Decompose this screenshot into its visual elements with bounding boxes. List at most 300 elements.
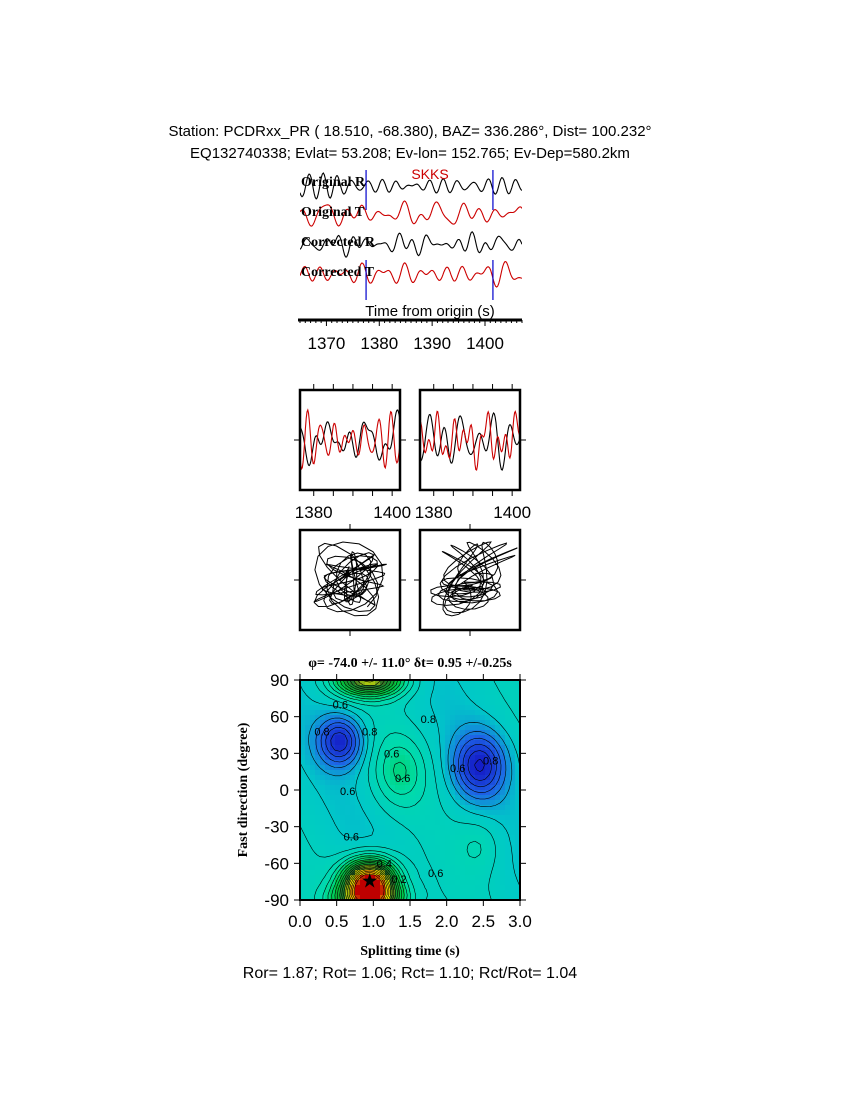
energy-cell: [510, 775, 516, 781]
energy-cell: [370, 760, 376, 766]
energy-cell: [470, 705, 476, 711]
grid-x-tick-label: 1.0: [361, 912, 386, 931]
energy-cell: [495, 805, 501, 811]
energy-cell: [470, 685, 476, 691]
energy-cell: [425, 830, 431, 836]
energy-cell: [420, 855, 426, 861]
energy-cell: [410, 855, 416, 861]
energy-cell: [360, 845, 366, 851]
energy-cell: [400, 735, 406, 741]
energy-cell: [390, 825, 396, 831]
energy-cell: [400, 705, 406, 711]
energy-cell: [450, 720, 456, 726]
energy-cell: [325, 705, 331, 711]
energy-cell: [440, 835, 446, 841]
energy-cell: [320, 720, 326, 726]
energy-cell: [455, 825, 461, 831]
energy-cell: [445, 800, 451, 806]
energy-cell: [310, 695, 316, 701]
contour-label: 0.8: [483, 755, 499, 768]
energy-cell: [440, 745, 446, 751]
energy-cell: [320, 715, 326, 721]
energy-cell: [325, 855, 331, 861]
energy-cell: [400, 720, 406, 726]
energy-cell: [510, 720, 516, 726]
energy-cell: [335, 840, 341, 846]
energy-cell: [480, 725, 486, 731]
energy-cell: [510, 735, 516, 741]
energy-cell: [330, 820, 336, 826]
energy-cell: [430, 785, 436, 791]
energy-cell: [380, 770, 386, 776]
energy-cell: [480, 695, 486, 701]
energy-cell: [505, 805, 511, 811]
energy-cell: [470, 775, 476, 781]
event-header: EQ132740338; Evlat= 53.208; Ev-lon= 152.765; Ev-Dep=580.2km: [190, 145, 630, 162]
energy-cell: [490, 720, 496, 726]
energy-cell: [315, 865, 321, 871]
energy-cell: [505, 685, 511, 691]
energy-cell: [440, 855, 446, 861]
energy-cell: [430, 765, 436, 771]
energy-cell: [500, 705, 506, 711]
energy-cell: [435, 815, 441, 821]
energy-cell: [375, 775, 381, 781]
energy-cell: [440, 880, 446, 886]
energy-cell: [345, 810, 351, 816]
energy-cell: [330, 790, 336, 796]
energy-cell: [480, 780, 486, 786]
energy-cell: [500, 730, 506, 736]
energy-cell: [445, 720, 451, 726]
energy-cell: [465, 890, 471, 896]
energy-cell: [320, 845, 326, 851]
energy-cell: [345, 820, 351, 826]
energy-cell: [395, 715, 401, 721]
energy-cell: [425, 885, 431, 891]
energy-cell: [420, 865, 426, 871]
energy-cell: [500, 865, 506, 871]
energy-cell: [465, 870, 471, 876]
energy-cell: [380, 780, 386, 786]
contour-label: 0.6: [395, 772, 411, 785]
energy-cell: [375, 750, 381, 756]
energy-cell: [495, 860, 501, 866]
energy-cell: [450, 710, 456, 716]
energy-cell: [425, 735, 431, 741]
energy-cell: [375, 830, 381, 836]
energy-cell: [425, 685, 431, 691]
energy-cell: [450, 890, 456, 896]
energy-cell: [410, 740, 416, 746]
energy-cell: [315, 810, 321, 816]
station-header: Station: PCDRxx_PR ( 18.510, -68.380), BAZ= 336.286°, Dist= 100.232°: [168, 123, 652, 140]
energy-cell: [490, 875, 496, 881]
energy-cell: [385, 770, 391, 776]
window-x-tick-label: 1380: [294, 503, 333, 522]
energy-cell: [340, 780, 346, 786]
energy-cell: [450, 815, 456, 821]
trace-label-original-r: Original R: [301, 175, 366, 190]
energy-cell: [415, 815, 421, 821]
energy-cell: [430, 755, 436, 761]
energy-cell: [415, 830, 421, 836]
energy-cell: [360, 775, 366, 781]
energy-cell: [405, 850, 411, 856]
energy-cell: [510, 835, 516, 841]
energy-cell: [370, 695, 376, 701]
energy-cell: [315, 705, 321, 711]
energy-cell: [425, 705, 431, 711]
energy-cell: [305, 880, 311, 886]
energy-cell: [410, 700, 416, 706]
energy-cell: [510, 730, 516, 736]
energy-cell: [330, 795, 336, 801]
energy-cell: [315, 875, 321, 881]
energy-cell: [465, 795, 471, 801]
energy-cell: [455, 815, 461, 821]
energy-cell: [305, 715, 311, 721]
energy-cell: [305, 825, 311, 831]
energy-cell: [385, 775, 391, 781]
energy-cell: [340, 825, 346, 831]
grid-x-tick-label: 3.0: [508, 912, 532, 931]
energy-cell: [375, 825, 381, 831]
energy-cell: [485, 805, 491, 811]
energy-cell: [405, 760, 411, 766]
energy-cell: [420, 685, 426, 691]
grid-x-tick-label: 2.5: [471, 912, 496, 931]
energy-cell: [325, 825, 331, 831]
energy-cell: [475, 815, 481, 821]
energy-cell: [465, 735, 471, 741]
energy-cell: [440, 850, 446, 856]
energy-cell: [340, 805, 346, 811]
energy-cell: [315, 835, 321, 841]
energy-cell: [335, 755, 341, 761]
energy-cell: [375, 845, 381, 851]
energy-cell: [440, 830, 446, 836]
energy-cell: [505, 735, 511, 741]
energy-cell: [510, 885, 516, 891]
energy-cell: [400, 825, 406, 831]
traces-x-tick-label: 1400: [466, 334, 504, 353]
energy-cell: [505, 890, 511, 896]
energy-cell: [430, 820, 436, 826]
energy-cell: [330, 780, 336, 786]
energy-cell: [380, 720, 386, 726]
energy-cell: [485, 720, 491, 726]
energy-cell: [310, 765, 316, 771]
energy-cell: [395, 720, 401, 726]
energy-cell: [380, 840, 386, 846]
energy-cell: [340, 740, 346, 746]
energy-cell: [320, 760, 326, 766]
energy-cell: [415, 820, 421, 826]
energy-cell: [465, 790, 471, 796]
energy-cell: [310, 720, 316, 726]
energy-cell: [435, 765, 441, 771]
energy-cell: [305, 725, 311, 731]
energy-cell: [440, 790, 446, 796]
energy-cell: [395, 830, 401, 836]
energy-cell: [340, 890, 346, 896]
energy-cell: [385, 830, 391, 836]
energy-cell: [400, 835, 406, 841]
energy-cell: [450, 700, 456, 706]
contour-label: 0.4: [376, 858, 392, 871]
energy-cell: [385, 825, 391, 831]
energy-cell: [425, 695, 431, 701]
energy-cell: [365, 780, 371, 786]
energy-cell: [395, 840, 401, 846]
energy-cell: [385, 765, 391, 771]
energy-cell: [440, 690, 446, 696]
energy-cell: [455, 870, 461, 876]
energy-cell: [395, 765, 401, 771]
energy-cell: [445, 715, 451, 721]
energy-cell: [315, 825, 321, 831]
energy-cell: [505, 870, 511, 876]
energy-cell: [500, 715, 506, 721]
energy-cell: [320, 840, 326, 846]
energy-cell: [365, 845, 371, 851]
energy-cell: [440, 765, 446, 771]
energy-cell: [470, 890, 476, 896]
energy-cell: [305, 820, 311, 826]
energy-cell: [505, 850, 511, 856]
energy-cell: [460, 825, 466, 831]
energy-cell: [390, 725, 396, 731]
energy-cell: [385, 795, 391, 801]
energy-cell: [370, 845, 376, 851]
energy-cell: [485, 825, 491, 831]
energy-cell: [370, 810, 376, 816]
energy-cell: [370, 775, 376, 781]
energy-cell: [405, 785, 411, 791]
energy-cell: [310, 815, 316, 821]
energy-cell: [480, 685, 486, 691]
energy-cell: [320, 855, 326, 861]
energy-cell: [385, 820, 391, 826]
energy-cell: [485, 685, 491, 691]
energy-cell: [495, 790, 501, 796]
energy-cell: [325, 815, 331, 821]
energy-cell: [390, 720, 396, 726]
energy-cell: [375, 715, 381, 721]
energy-cell: [330, 835, 336, 841]
energy-cell: [450, 790, 456, 796]
energy-cell: [480, 885, 486, 891]
energy-cell: [465, 705, 471, 711]
energy-cell: [480, 835, 486, 841]
energy-cell: [445, 685, 451, 691]
energy-cell: [310, 865, 316, 871]
energy-cell: [460, 870, 466, 876]
energy-cell: [425, 755, 431, 761]
energy-cell: [465, 725, 471, 731]
energy-cell: [495, 880, 501, 886]
energy-cell: [380, 735, 386, 741]
energy-cell: [400, 890, 406, 896]
energy-cell: [305, 705, 311, 711]
energy-cell: [405, 840, 411, 846]
energy-cell: [305, 800, 311, 806]
energy-cell: [510, 880, 516, 886]
energy-cell: [440, 845, 446, 851]
energy-cell: [490, 845, 496, 851]
energy-cell: [470, 710, 476, 716]
energy-cell: [450, 860, 456, 866]
energy-cell: [380, 805, 386, 811]
energy-cell: [335, 835, 341, 841]
energy-cell: [470, 730, 476, 736]
energy-cell: [460, 850, 466, 856]
energy-cell: [325, 795, 331, 801]
energy-cell: [445, 725, 451, 731]
energy-cell: [470, 835, 476, 841]
energy-cell: [320, 710, 326, 716]
energy-cell: [360, 785, 366, 791]
energy-cell: [320, 795, 326, 801]
energy-cell: [400, 700, 406, 706]
energy-cell: [350, 825, 356, 831]
energy-cell: [465, 880, 471, 886]
energy-cell: [365, 765, 371, 771]
energy-cell: [370, 700, 376, 706]
energy-cell: [355, 805, 361, 811]
energy-cell: [505, 865, 511, 871]
energy-cell: [465, 755, 471, 761]
energy-cell: [500, 845, 506, 851]
energy-cell: [380, 715, 386, 721]
energy-cell: [465, 695, 471, 701]
energy-cell: [440, 730, 446, 736]
contour-label: 0.8: [420, 714, 436, 727]
energy-cell: [485, 880, 491, 886]
energy-cell: [475, 730, 481, 736]
energy-cell: [305, 795, 311, 801]
energy-cell: [450, 875, 456, 881]
energy-cell: [410, 730, 416, 736]
pm-frame-original: [300, 530, 400, 630]
energy-cell: [475, 745, 481, 751]
energy-cell: [305, 740, 311, 746]
energy-cell: [455, 830, 461, 836]
energy-cell: [445, 855, 451, 861]
energy-cell: [495, 815, 501, 821]
energy-cell: [310, 745, 316, 751]
energy-cell: [375, 815, 381, 821]
energy-cell: [500, 685, 506, 691]
energy-cell: [305, 685, 311, 691]
energy-cell: [495, 835, 501, 841]
energy-cell: [500, 855, 506, 861]
energy-cell: [490, 850, 496, 856]
grid-ylabel: Fast direction (degree): [236, 722, 251, 858]
energy-cell: [345, 825, 351, 831]
energy-cell: [335, 685, 341, 691]
energy-cell: [460, 705, 466, 711]
energy-cell: [380, 820, 386, 826]
energy-cell: [415, 795, 421, 801]
energy-cell: [420, 740, 426, 746]
energy-cell: [445, 820, 451, 826]
energy-cell: [310, 710, 316, 716]
energy-cell: [325, 690, 331, 696]
energy-cell: [400, 845, 406, 851]
energy-cell: [400, 815, 406, 821]
energy-cell: [390, 795, 396, 801]
energy-cell: [510, 890, 516, 896]
traces-x-tick-label: 1380: [360, 334, 399, 353]
energy-cell: [490, 800, 496, 806]
energy-cell: [450, 850, 456, 856]
energy-cell: [435, 795, 441, 801]
energy-cell: [415, 705, 421, 711]
energy-cell: [470, 725, 476, 731]
energy-cell: [360, 715, 366, 721]
energy-cell: [410, 765, 416, 771]
energy-cell: [480, 820, 486, 826]
energy-cell: [460, 855, 466, 861]
energy-cell: [310, 690, 316, 696]
energy-cell: [365, 795, 371, 801]
energy-cell: [455, 685, 461, 691]
trace-label-corrected-t: Corrected T: [301, 265, 374, 280]
energy-cell: [475, 685, 481, 691]
energy-cell: [370, 815, 376, 821]
energy-cell: [320, 870, 326, 876]
energy-cell: [305, 710, 311, 716]
energy-cell: [305, 870, 311, 876]
energy-cell: [350, 845, 356, 851]
energy-cell: [445, 865, 451, 871]
energy-cell: [460, 785, 466, 791]
energy-cell: [470, 830, 476, 836]
energy-cell: [510, 785, 516, 791]
energy-cell: [490, 820, 496, 826]
energy-cell: [455, 705, 461, 711]
energy-cell: [400, 795, 406, 801]
energy-cell: [435, 700, 441, 706]
energy-cell: [485, 695, 491, 701]
energy-cell: [320, 770, 326, 776]
energy-cell: [305, 750, 311, 756]
energy-cell: [400, 790, 406, 796]
energy-cell: [350, 815, 356, 821]
energy-cell: [480, 870, 486, 876]
energy-cell: [440, 715, 446, 721]
energy-cell: [460, 790, 466, 796]
energy-cell: [510, 875, 516, 881]
energy-cell: [470, 865, 476, 871]
energy-cell: [410, 840, 416, 846]
energy-cell: [445, 880, 451, 886]
energy-cell: [405, 860, 411, 866]
energy-cell: [305, 790, 311, 796]
energy-cell: [325, 840, 331, 846]
energy-cell: [430, 795, 436, 801]
energy-cell: [495, 885, 501, 891]
energy-cell: [425, 795, 431, 801]
energy-cell: [385, 730, 391, 736]
energy-cell: [500, 690, 506, 696]
energy-cell: [475, 715, 481, 721]
energy-cell: [465, 820, 471, 826]
energy-cell: [465, 865, 471, 871]
energy-cell: [370, 805, 376, 811]
